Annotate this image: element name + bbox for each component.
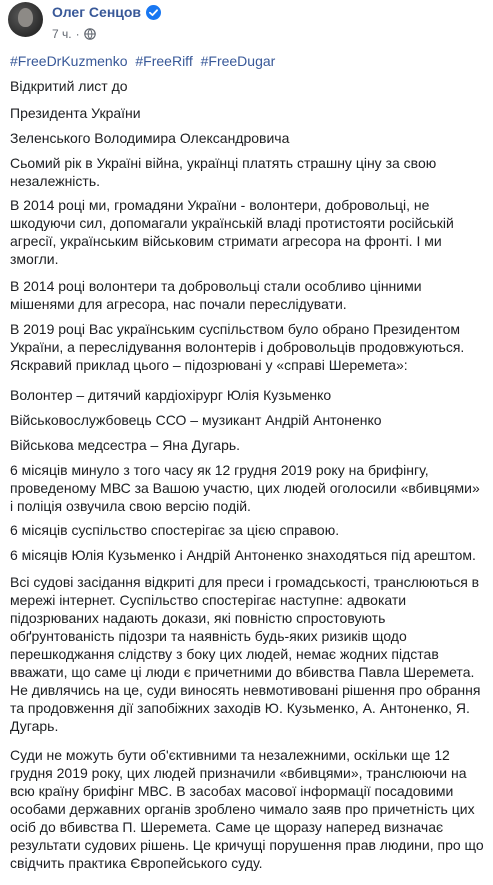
globe-icon[interactable] <box>84 28 96 40</box>
post-paragraph: Всі судові засідання відкриті для преси і громадськості, транслюються в мережі інтернет. Суспільство спостерігає наступне: адвокати підозрюваних надають докази, які повністю спростовують обґрунтованість підозри та наявність будь-яких ризиків щодо перешкоджання слідству з боку цих людей, немає жодних підстав вважати, що саме ці люди є причетними до вбивства Павла Шеремета. Не дивлячись на це, суди виносять невмотивовані рішення про обрання та продовження дії запобіжних заходів Ю. Кузьменко, А. Антоненко, Я. Дугарь. <box>10 574 481 734</box>
verified-badge-icon <box>146 5 161 20</box>
post-paragraph: Відкритий лист до <box>10 78 128 94</box>
post-paragraph: Волонтер – дитячий кардіохірург Юлія Кузьменко <box>10 387 332 403</box>
post-paragraph: 6 місяців суспільство спостерігає за цією справою. <box>10 522 340 538</box>
post-paragraph: Військова медсестра – Яна Дугарь. <box>10 437 241 453</box>
post-paragraph: В 2019 році Вас українським суспільством було обрано Президентом України, а переслідування волонтерів і добровольців продовжуються. Яскравий приклад цього – підозрювані у «справі Шеремета»: <box>10 321 465 373</box>
author-avatar[interactable] <box>8 2 43 37</box>
post-paragraph: В 2014 році волонтери та добровольці стали особливо цінними мішенями для агресора, нас почали переслідувати. <box>10 278 422 312</box>
post-paragraph: Зеленського Володимира Олександровича <box>10 130 290 146</box>
hashtag-link[interactable]: #FreeDrKuzmenko <box>10 53 128 69</box>
hashtag-link[interactable]: #FreeRiff <box>135 53 193 69</box>
post-paragraph: Суди не можуть бути об'єктивними та незалежними, оскільки ще 12 грудня 2019 року, цих людей призначили «вбивцями», транслюючи на всю країну брифінг МВС. В засобах масової інформації посадовими особами державних органів зроблено чимало заяв про причетність цих осіб до вбивства П. Шеремета. Саме це щоразу наперед визначає результати судових рішень. Це кричущі порушення прав людини, про що свідчить практика Європейського суду. <box>10 747 484 871</box>
meta-separator: · <box>75 27 80 41</box>
hashtags-row <box>10 52 279 70</box>
author-name-link[interactable]: Олег Сенцов <box>52 4 142 20</box>
post-paragraph: Президента України <box>10 105 141 121</box>
post-timestamp[interactable]: 7 ч. <box>52 27 72 41</box>
post-paragraph: В 2014 році ми, громадяни України - волонтери, добровольці, не шкодуючи сил, допомагали українській владі протистояти російській агресії, українським військовим стримати агресора на фронті. І ми змогли. <box>10 197 454 267</box>
author-name-row <box>52 4 161 20</box>
post-paragraph: Військовослужбовець ССО – музикант Андрій Антоненко <box>10 412 382 428</box>
post-paragraph: 6 місяців Юлія Кузьменко і Андрій Антоненко знаходяться під арештом. <box>10 547 476 563</box>
hashtag-link[interactable]: #FreeDugar <box>200 53 276 69</box>
post-paragraph: Сьомий рік в Україні війна, українці платять страшну ціну за свою незалежність. <box>10 155 437 189</box>
post-paragraph: 6 місяців минуло з того часу як 12 грудня 2019 року на брифінгу, проведеному МВС за Вашою участю, цих людей оголосили «вбивцями» і поліція озвучила свою версію подій. <box>10 462 480 514</box>
post-meta <box>52 27 96 41</box>
